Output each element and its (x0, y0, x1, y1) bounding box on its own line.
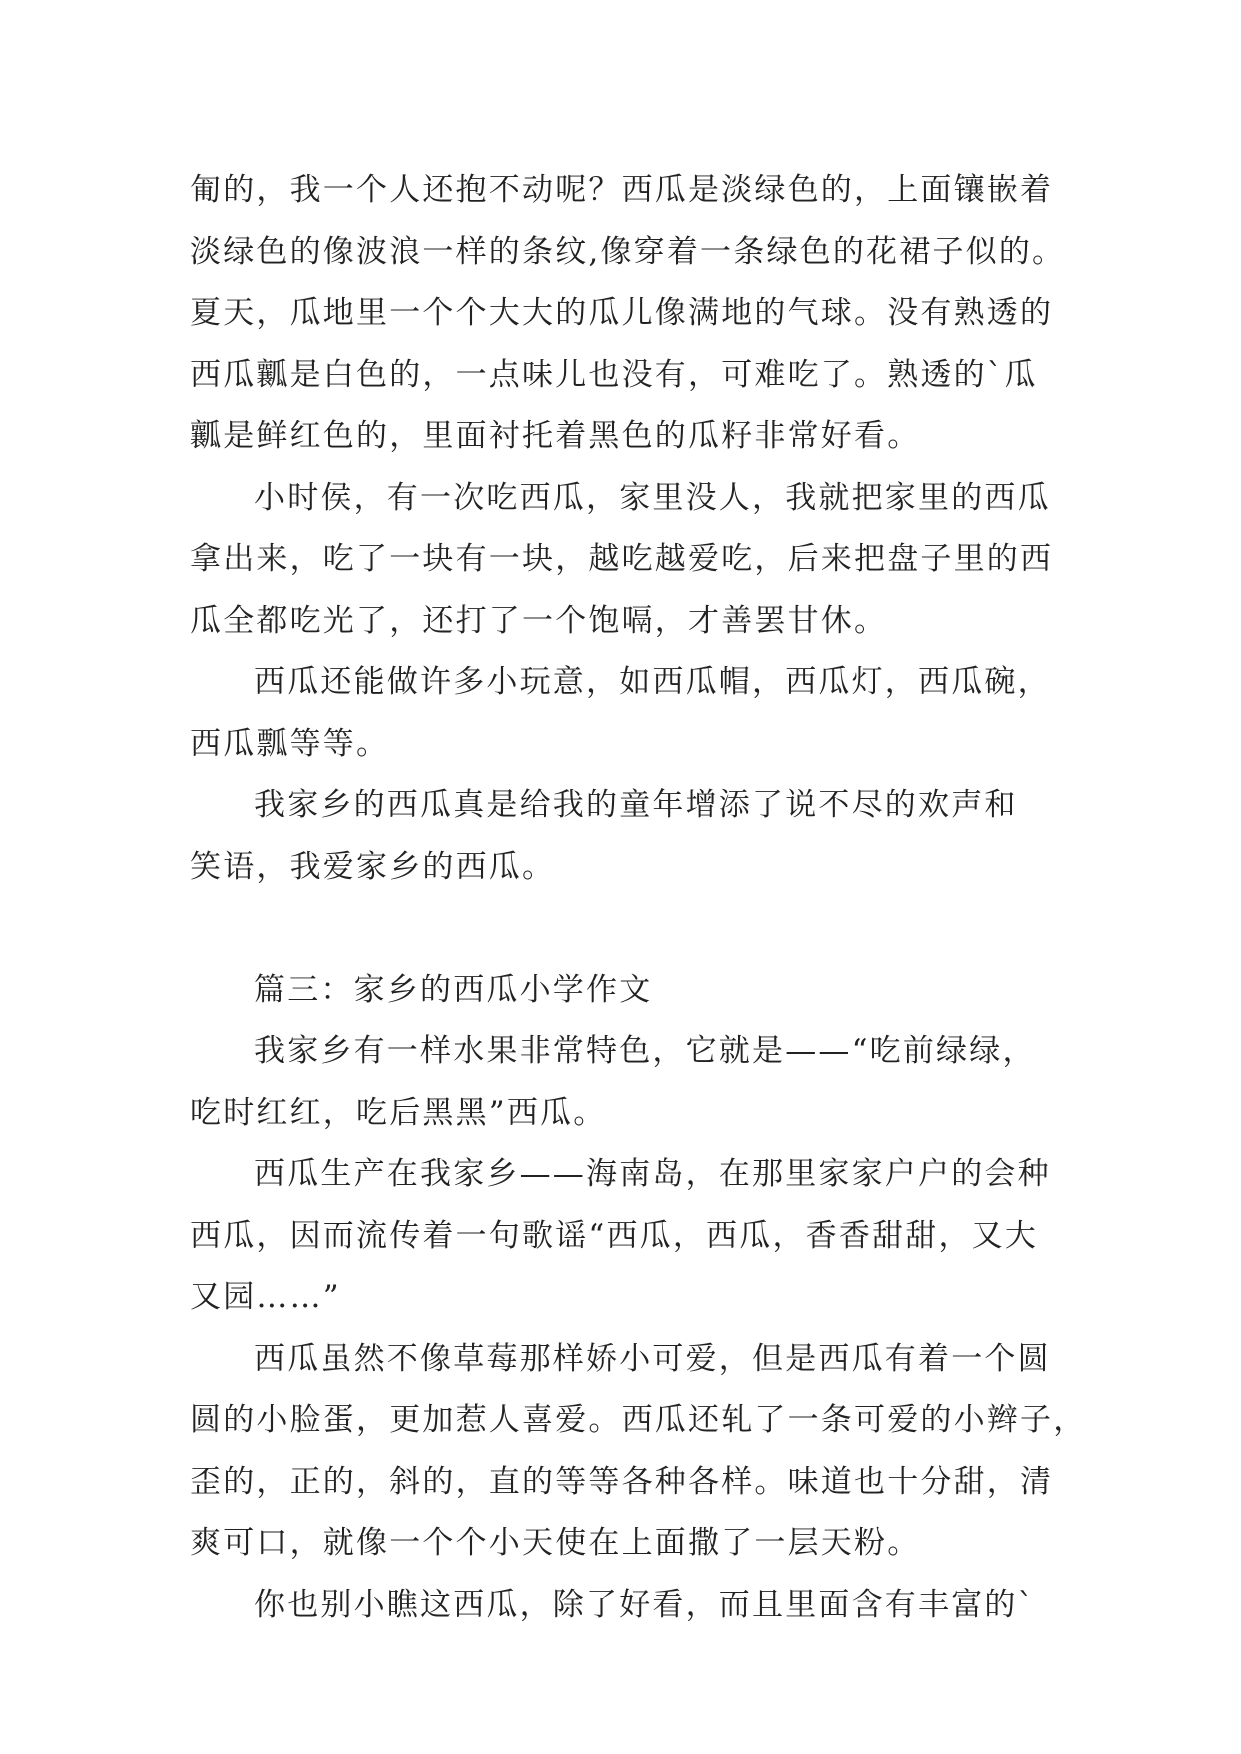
body-text (190, 160, 1090, 1636)
text-line: 瓤是鲜红色的，里面衬托着黑色的瓜籽非常好看。 (190, 418, 921, 454)
paragraph-first-line: 西瓜生产在我家乡——海南岛，在那里家家户户的会种 (254, 1156, 1051, 1192)
paragraph-first-line: 西瓜还能做许多小玩意，如西瓜帽，西瓜灯，西瓜碗， (254, 664, 1051, 700)
text-line: 圆的小脸蛋，更加惹人喜爱。西瓜还轧了一条可爱的小辫子， (190, 1402, 1087, 1438)
text-line: 吃时红红，吃后黑黑”西瓜。 (190, 1094, 607, 1131)
paragraph-first-line: 我家乡有一样水果非常特色，它就是——“吃前绿绿， (254, 1033, 1036, 1069)
paragraph-first-line: 小时侯，有一次吃西瓜，家里没人，我就把家里的西瓜 (254, 479, 1051, 516)
paragraph-first-line: 西瓜虽然不像草莓那样娇小可爱，但是西瓜有着一个圆 (254, 1340, 1051, 1377)
text-line: 笑语，我爱家乡的西瓜。 (190, 848, 556, 885)
blank-line (190, 898, 1090, 960)
text-line: 西瓜瓢等等。 (190, 725, 390, 762)
paragraph-first-line: 篇三：家乡的西瓜小学作文 (254, 971, 653, 1008)
text-line: 淡绿色的像波浪一样的条纹,像穿着一条绿色的花裙子似的。 (190, 233, 1066, 270)
text-line: 瓜全都吃光了，还打了一个饱嗝，才善罢甘休。 (190, 602, 888, 639)
text-line: 匍的，我一个人还抱不动呢？西瓜是淡绿色的，上面镶嵌着 (190, 172, 1054, 208)
text-line: 西瓜瓤是白色的，一点味儿也没有，可难吃了。熟透的`瓜 (190, 356, 1038, 393)
text-line: 又园……” (190, 1279, 341, 1315)
text-line: 西瓜，因而流传着一句歌谣“西瓜，西瓜，香香甜甜，又大 (190, 1217, 1039, 1254)
text-line: 拿出来，吃了一块有一块，越吃越爱吃，后来把盘子里的西 (190, 541, 1054, 577)
text-line: 夏天，瓜地里一个个大大的瓜儿像满地的气球。没有熟透的 (190, 295, 1054, 331)
text-line: 歪的，正的，斜的，直的等等各种各样。味道也十分甜，清 (190, 1463, 1054, 1500)
paragraph-first-line: 我家乡的西瓜真是给我的童年增添了说不尽的欢声和 (254, 787, 1018, 823)
text-line: 爽可口，就像一个个小天使在上面撒了一层天粉。 (190, 1525, 921, 1561)
paragraph-first-line: 你也别小瞧这西瓜，除了好看，而且里面含有丰富的` (254, 1586, 1036, 1623)
